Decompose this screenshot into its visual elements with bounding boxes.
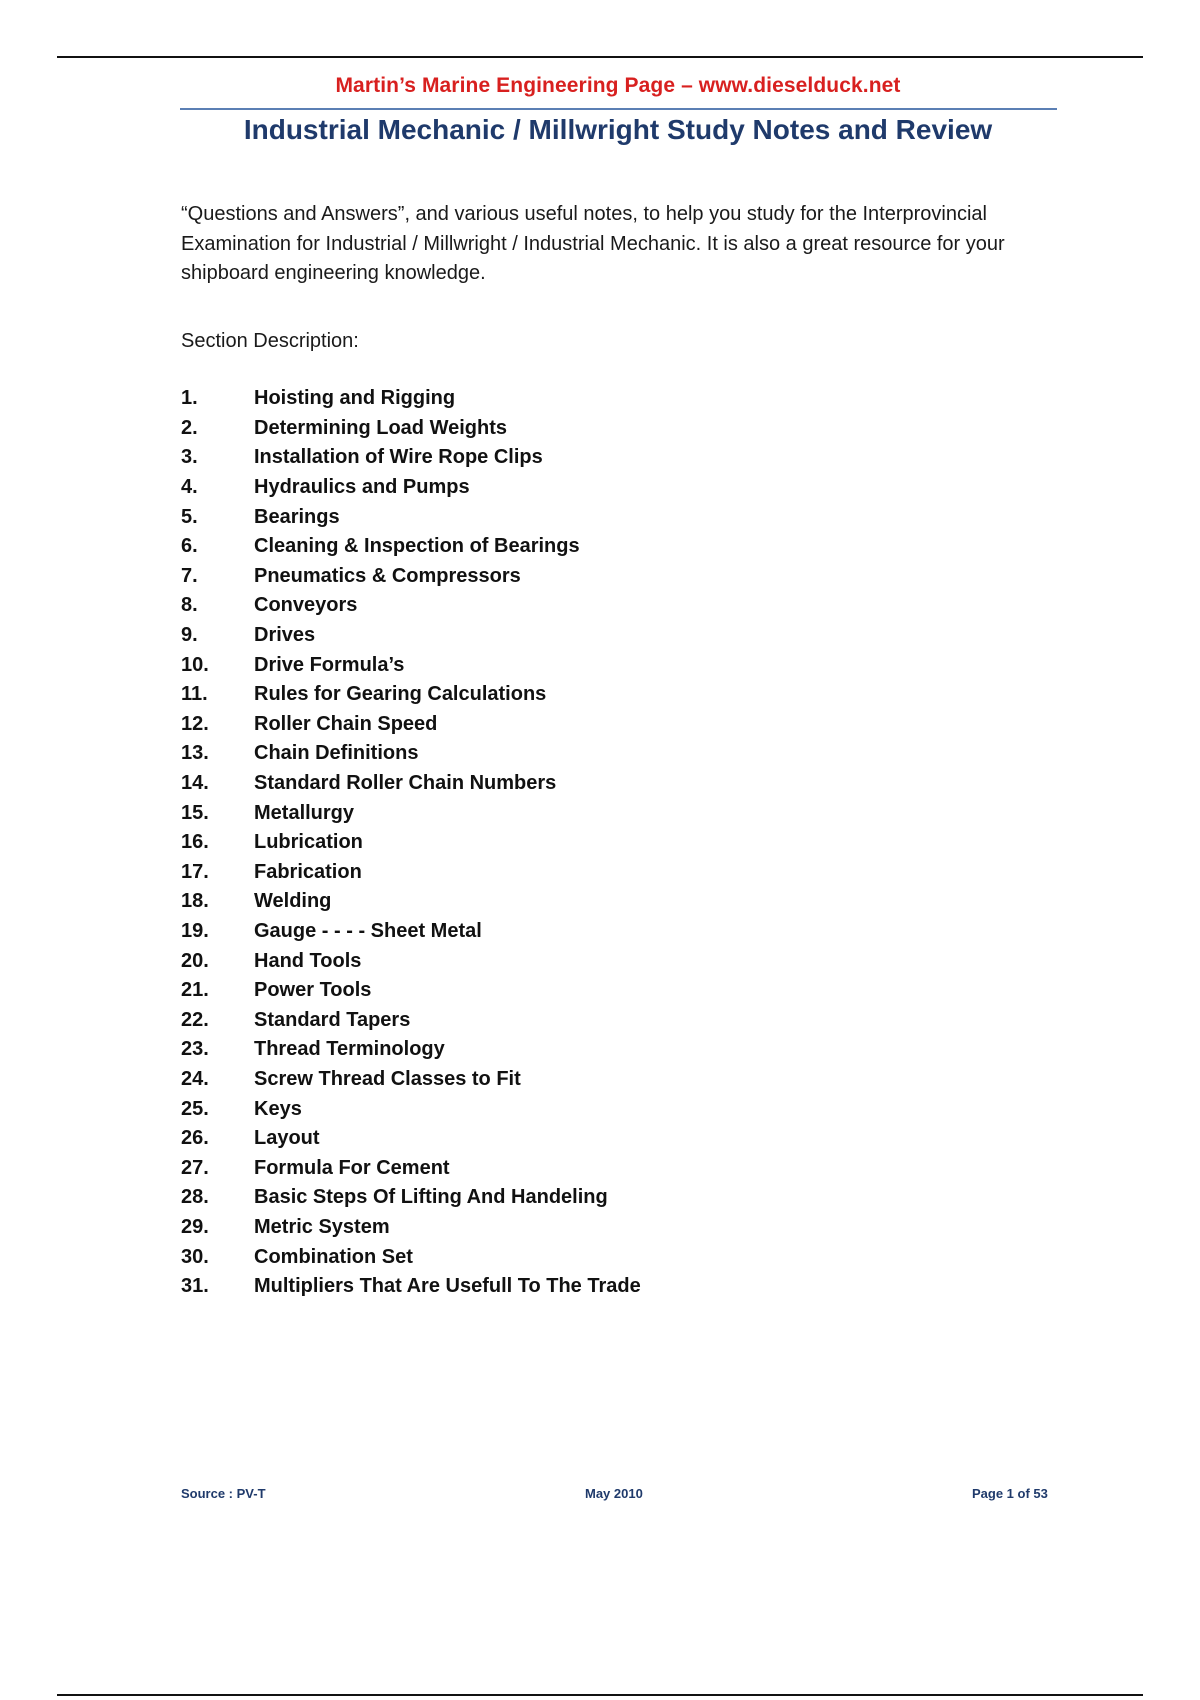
section-number: 9. <box>181 624 198 647</box>
section-title: Multipliers That Are Usefull To The Trade <box>254 1275 641 1298</box>
section-number: 22. <box>181 1008 209 1031</box>
section-number: 14. <box>181 772 209 795</box>
section-number: 29. <box>181 1215 209 1238</box>
section-number: 23. <box>181 1038 209 1061</box>
section-number: 24. <box>181 1067 209 1090</box>
section-number: 17. <box>181 860 209 883</box>
section-title: Formula For Cement <box>254 1156 450 1179</box>
section-number: 6. <box>181 535 198 558</box>
section-number: 1. <box>181 387 198 410</box>
section-list-item <box>181 710 981 740</box>
section-list-item <box>181 650 981 680</box>
footer-source: Source : PV-T <box>181 1486 266 1501</box>
section-list-item <box>181 562 981 592</box>
section-title: Drives <box>254 624 316 647</box>
section-number: 28. <box>181 1186 209 1209</box>
section-title: Basic Steps Of Lifting And Handeling <box>254 1186 608 1209</box>
section-number: 7. <box>181 564 198 587</box>
section-title: Standard Roller Chain Numbers <box>254 772 557 795</box>
section-number: 25. <box>181 1097 209 1120</box>
section-title: Hoisting and Rigging <box>254 387 456 410</box>
section-list-item <box>181 532 981 562</box>
section-number: 16. <box>181 831 209 854</box>
section-list-item <box>181 769 981 799</box>
section-title: Hydraulics and Pumps <box>254 476 470 499</box>
section-number: 27. <box>181 1156 209 1179</box>
section-list-item <box>181 1213 981 1243</box>
section-number: 21. <box>181 979 209 1002</box>
section-list-item <box>181 887 981 917</box>
section-title: Drive Formula’s <box>254 653 405 676</box>
section-title: Pneumatics & Compressors <box>254 564 521 587</box>
section-title: Keys <box>254 1097 302 1120</box>
section-list-item <box>181 414 981 444</box>
section-list-item <box>181 1183 981 1213</box>
section-list-item <box>181 473 981 503</box>
section-list-item <box>181 1272 981 1302</box>
section-title: Hand Tools <box>254 949 362 972</box>
section-number: 12. <box>181 712 209 735</box>
section-number: 11. <box>181 683 208 706</box>
section-title: Installation of Wire Rope Clips <box>254 446 543 469</box>
section-title: Bearings <box>254 505 340 528</box>
section-list-item <box>181 917 981 947</box>
section-title: Conveyors <box>254 594 358 617</box>
section-number: 30. <box>181 1245 209 1268</box>
section-list-item <box>181 946 981 976</box>
site-header: Martin’s Marine Engineering Page – www.dieselduck.net <box>335 74 901 97</box>
section-title: Chain Definitions <box>254 742 419 765</box>
section-number: 8. <box>181 594 198 617</box>
section-title: Roller Chain Speed <box>254 712 438 735</box>
section-title: Gauge - - - - Sheet Metal <box>254 919 482 942</box>
top-divider <box>57 56 1143 58</box>
section-list-item <box>181 1153 981 1183</box>
section-number: 10. <box>181 653 209 676</box>
section-title: Cleaning & Inspection of Bearings <box>254 535 580 558</box>
section-number: 2. <box>181 416 198 439</box>
section-list-item <box>181 739 981 769</box>
footer-page-number: Page 1 of 53 <box>972 1486 1048 1501</box>
section-list-item <box>181 621 981 651</box>
section-list-item <box>181 443 981 473</box>
document-title: Industrial Mechanic / Millwright Study Notes and Review <box>243 114 993 145</box>
section-title: Welding <box>254 890 332 913</box>
section-number: 13. <box>181 742 209 765</box>
section-description-label: Section Description: <box>181 330 359 352</box>
section-title: Combination Set <box>254 1245 413 1268</box>
section-list-item <box>181 1094 981 1124</box>
footer-date: May 2010 <box>585 1486 643 1501</box>
section-list-item <box>181 1242 981 1272</box>
section-title: Determining Load Weights <box>254 416 507 439</box>
section-title: Fabrication <box>254 860 362 883</box>
section-number: 20. <box>181 949 209 972</box>
section-list-item <box>181 384 981 414</box>
section-list-item <box>181 976 981 1006</box>
section-title: Thread Terminology <box>254 1038 445 1061</box>
section-list <box>181 384 981 1301</box>
section-list-item <box>181 502 981 532</box>
section-list-item <box>181 1065 981 1095</box>
section-number: 3. <box>181 446 198 469</box>
section-title: Metallurgy <box>254 801 355 824</box>
section-list-item <box>181 591 981 621</box>
section-list-item <box>181 1124 981 1154</box>
section-title: Rules for Gearing Calculations <box>254 683 547 706</box>
section-number: 19. <box>181 919 209 942</box>
section-title: Screw Thread Classes to Fit <box>254 1067 521 1090</box>
intro-paragraph: “Questions and Answers”, and various useful notes, to help you study for the Interprovincial Examination for Industrial / Millwright / Industrial Mechanic. It is also a great resource for your shipboard engineering knowledge. <box>181 203 1005 284</box>
section-list-item <box>181 798 981 828</box>
section-list-item <box>181 1035 981 1065</box>
section-title: Lubrication <box>254 831 363 854</box>
section-title: Layout <box>254 1127 320 1150</box>
section-number: 15. <box>181 801 209 824</box>
header-divider <box>180 108 1057 110</box>
section-list-item <box>181 828 981 858</box>
section-list-item <box>181 1005 981 1035</box>
section-number: 18. <box>181 890 209 913</box>
section-title: Standard Tapers <box>254 1008 411 1031</box>
section-number: 26. <box>181 1127 209 1150</box>
section-title: Power Tools <box>254 979 372 1002</box>
section-number: 31. <box>181 1275 209 1298</box>
section-list-item <box>181 680 981 710</box>
section-number: 4. <box>181 476 198 499</box>
bottom-divider <box>57 1694 1143 1696</box>
section-list-item <box>181 858 981 888</box>
section-title: Metric System <box>254 1215 390 1238</box>
section-number: 5. <box>181 505 198 528</box>
